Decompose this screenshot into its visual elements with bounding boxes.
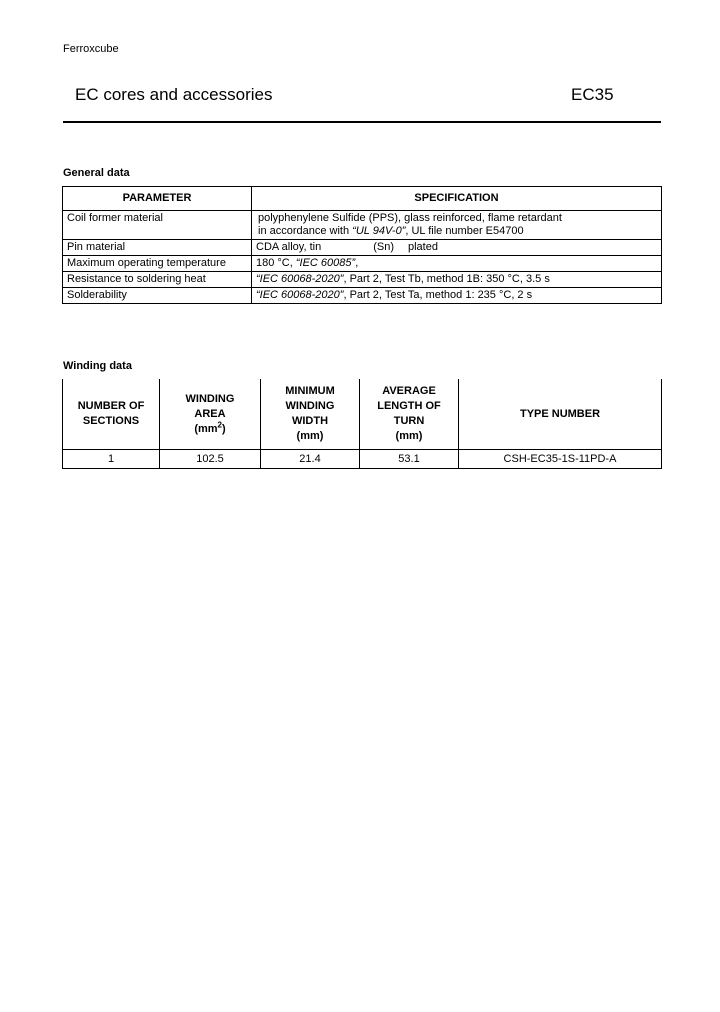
table-row	[63, 211, 662, 240]
header-rule	[63, 121, 661, 123]
spec-cell: CDA alloy, tin (Sn) plated	[252, 240, 662, 256]
table-row	[63, 450, 662, 469]
length-header: AVERAGE LENGTH OF TURN (mm)	[360, 379, 459, 450]
area-cell: 102.5	[160, 450, 261, 469]
param-cell: Coil former material	[63, 211, 252, 240]
table-header-row	[63, 187, 662, 211]
sections-cell: 1	[63, 450, 160, 469]
table-header-row	[63, 379, 662, 450]
spec-line: polyphenylene Sulfide (PPS), glass reinforced, flame retardant	[258, 212, 562, 224]
length-cell: 53.1	[360, 450, 459, 469]
general-data-table	[62, 186, 662, 304]
table-row	[63, 256, 662, 272]
company-name: Ferroxcube	[63, 43, 119, 55]
page-title: EC cores and accessories	[75, 85, 273, 104]
spec-cell: “IEC 60068-2020”, Part 2, Test Tb, method 1B: 350 °C, 3.5 s	[252, 272, 662, 288]
param-cell: Maximum operating temperature	[63, 256, 252, 272]
winding-data-table	[62, 379, 662, 469]
type-header: TYPE NUMBER	[459, 379, 662, 450]
sections-header: NUMBER OF SECTIONS	[63, 379, 160, 450]
table-row	[63, 288, 662, 304]
general-data-heading: General data	[63, 167, 130, 179]
product-code: EC35	[571, 85, 614, 104]
param-header: PARAMETER	[63, 187, 252, 211]
width-header: MINIMUM WINDING WIDTH (mm)	[261, 379, 360, 450]
spec-header: SPECIFICATION	[252, 187, 662, 211]
winding-data-heading: Winding data	[63, 360, 132, 372]
spec-cell	[252, 211, 662, 240]
spec-line: in accordance with “UL 94V-0”, UL file number E54700	[258, 225, 524, 237]
param-cell: Solderability	[63, 288, 252, 304]
table-row	[63, 272, 662, 288]
param-cell: Pin material	[63, 240, 252, 256]
area-header: WINDING AREA $(mm^2)$	[160, 379, 261, 450]
table-row	[63, 240, 662, 256]
spec-cell: 180 °C, “IEC 60085”,	[252, 256, 662, 272]
width-cell: 21.4	[261, 450, 360, 469]
param-cell: Resistance to soldering heat	[63, 272, 252, 288]
type-cell: CSH-EC35-1S-11PD-A	[459, 450, 662, 469]
spec-cell: “IEC 60068-2020”, Part 2, Test Ta, method 1: 235 °C, 2 s	[252, 288, 662, 304]
